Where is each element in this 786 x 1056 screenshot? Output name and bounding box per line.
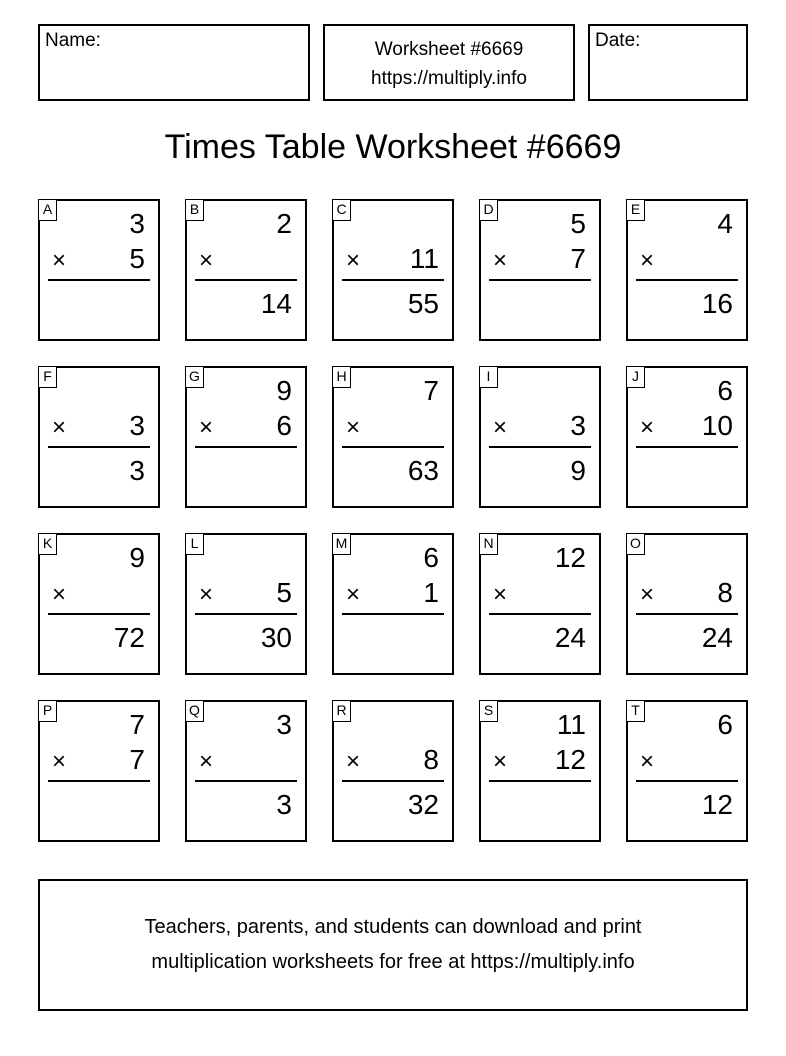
multiplier: 3 xyxy=(129,410,145,441)
product: 3 xyxy=(129,455,145,486)
answer-line xyxy=(48,446,150,448)
answer-line xyxy=(636,446,738,448)
answer-line xyxy=(342,780,444,782)
answer-line xyxy=(489,446,591,448)
answer-line xyxy=(195,780,297,782)
product: 55 xyxy=(407,288,439,319)
product: 72 xyxy=(113,622,145,653)
problem-letter: H xyxy=(332,366,351,388)
times-sign: × xyxy=(199,581,214,608)
problem-card xyxy=(332,533,454,675)
times-sign: × xyxy=(199,748,214,775)
problem-letter: D xyxy=(479,199,498,221)
problem-letter: Q xyxy=(185,700,204,722)
problem-letter: J xyxy=(626,366,645,388)
answer-line xyxy=(636,780,738,782)
multiplier: 7 xyxy=(570,243,586,274)
product: 14 xyxy=(260,288,292,319)
problem-card xyxy=(479,700,601,842)
product: 16 xyxy=(701,288,733,319)
problem-card xyxy=(479,366,601,508)
problem-card xyxy=(38,366,160,508)
multiplier: 12 xyxy=(554,744,586,775)
times-sign: × xyxy=(52,748,67,775)
multiplier: 6 xyxy=(276,410,292,441)
problem-letter: G xyxy=(185,366,204,388)
date-field[interactable] xyxy=(588,24,748,101)
product: 9 xyxy=(570,455,586,486)
times-sign: × xyxy=(199,247,214,274)
multiplicand: 9 xyxy=(129,542,145,573)
problem-card xyxy=(38,700,160,842)
problem-card xyxy=(479,533,601,675)
answer-line xyxy=(195,279,297,281)
times-sign: × xyxy=(493,247,508,274)
problem-card xyxy=(332,700,454,842)
multiplier: 8 xyxy=(717,577,733,608)
times-sign: × xyxy=(52,414,67,441)
multiplier: 7 xyxy=(129,744,145,775)
problem-card xyxy=(479,199,601,341)
product: 30 xyxy=(260,622,292,653)
problem-letter: E xyxy=(626,199,645,221)
problem-card xyxy=(185,199,307,341)
times-sign: × xyxy=(640,581,655,608)
problem-letter: O xyxy=(626,533,645,555)
multiplier: 3 xyxy=(570,410,586,441)
multiplicand: 6 xyxy=(423,542,439,573)
name-field[interactable] xyxy=(38,24,310,101)
answer-line xyxy=(195,446,297,448)
multiplicand: 7 xyxy=(129,709,145,740)
answer-line xyxy=(342,613,444,615)
times-sign: × xyxy=(640,247,655,274)
times-sign: × xyxy=(346,748,361,775)
problem-letter: I xyxy=(479,366,498,388)
problem-letter: P xyxy=(38,700,57,722)
multiplier: 5 xyxy=(276,577,292,608)
times-sign: × xyxy=(199,414,214,441)
product: 63 xyxy=(407,455,439,486)
problem-letter: S xyxy=(479,700,498,722)
multiplicand: 2 xyxy=(276,208,292,239)
multiplicand: 7 xyxy=(423,375,439,406)
multiplicand: 12 xyxy=(554,542,586,573)
multiplier: 10 xyxy=(701,410,733,441)
multiplicand: 9 xyxy=(276,375,292,406)
multiplier: 8 xyxy=(423,744,439,775)
times-sign: × xyxy=(346,581,361,608)
problem-letter: F xyxy=(38,366,57,388)
problem-letter: C xyxy=(332,199,351,221)
problem-letter: B xyxy=(185,199,204,221)
worksheet-number: Worksheet #6669 xyxy=(374,39,524,60)
answer-line xyxy=(195,613,297,615)
multiplicand: 6 xyxy=(717,709,733,740)
times-sign: × xyxy=(52,581,67,608)
answer-line xyxy=(489,279,591,281)
answer-line xyxy=(48,279,150,281)
problem-letter: T xyxy=(626,700,645,722)
problem-card xyxy=(185,700,307,842)
answer-line xyxy=(48,613,150,615)
multiplicand: 6 xyxy=(717,375,733,406)
multiplier: 5 xyxy=(129,243,145,274)
answer-line xyxy=(489,780,591,782)
answer-line xyxy=(342,446,444,448)
times-sign: × xyxy=(346,414,361,441)
multiplicand: 3 xyxy=(276,709,292,740)
page-title: Times Table Worksheet #6669 xyxy=(164,128,622,166)
answer-line xyxy=(342,279,444,281)
answer-line xyxy=(48,780,150,782)
worksheet-url: https://multiply.info xyxy=(371,68,527,89)
problem-letter: N xyxy=(479,533,498,555)
footer-box xyxy=(38,879,748,1011)
problem-letter: R xyxy=(332,700,351,722)
problem-card xyxy=(38,533,160,675)
problem-letter: L xyxy=(185,533,204,555)
problem-card xyxy=(38,199,160,341)
times-sign: × xyxy=(346,247,361,274)
problem-card xyxy=(332,366,454,508)
product: 3 xyxy=(276,789,292,820)
footer-text: Teachers, parents, and students can download and print multiplication worksheets for free at https://multiply.info xyxy=(144,916,642,973)
problem-letter: M xyxy=(332,533,351,555)
name-label: Name: xyxy=(45,30,101,51)
times-sign: × xyxy=(493,414,508,441)
multiplicand: 3 xyxy=(129,208,145,239)
product: 24 xyxy=(554,622,586,653)
multiplicand: 5 xyxy=(570,208,586,239)
problem-card xyxy=(626,366,748,508)
problem-letter: A xyxy=(38,199,57,221)
problem-card xyxy=(626,700,748,842)
answer-line xyxy=(636,613,738,615)
times-sign: × xyxy=(493,748,508,775)
problem-card xyxy=(626,533,748,675)
multiplier: 1 xyxy=(423,577,439,608)
worksheet-info-box xyxy=(323,24,575,101)
product: 32 xyxy=(407,789,439,820)
date-label: Date: xyxy=(595,30,641,51)
product: 12 xyxy=(701,789,733,820)
multiplicand: 11 xyxy=(556,709,586,740)
problem-card xyxy=(185,533,307,675)
times-sign: × xyxy=(640,748,655,775)
answer-line xyxy=(636,279,738,281)
problem-card xyxy=(626,199,748,341)
problem-letter: K xyxy=(38,533,57,555)
problem-card xyxy=(332,199,454,341)
multiplier: 11 xyxy=(409,243,439,274)
multiplicand: 4 xyxy=(717,208,733,239)
times-sign: × xyxy=(52,247,67,274)
times-sign: × xyxy=(640,414,655,441)
answer-line xyxy=(489,613,591,615)
product: 24 xyxy=(701,622,733,653)
times-sign: × xyxy=(493,581,508,608)
problem-card xyxy=(185,366,307,508)
